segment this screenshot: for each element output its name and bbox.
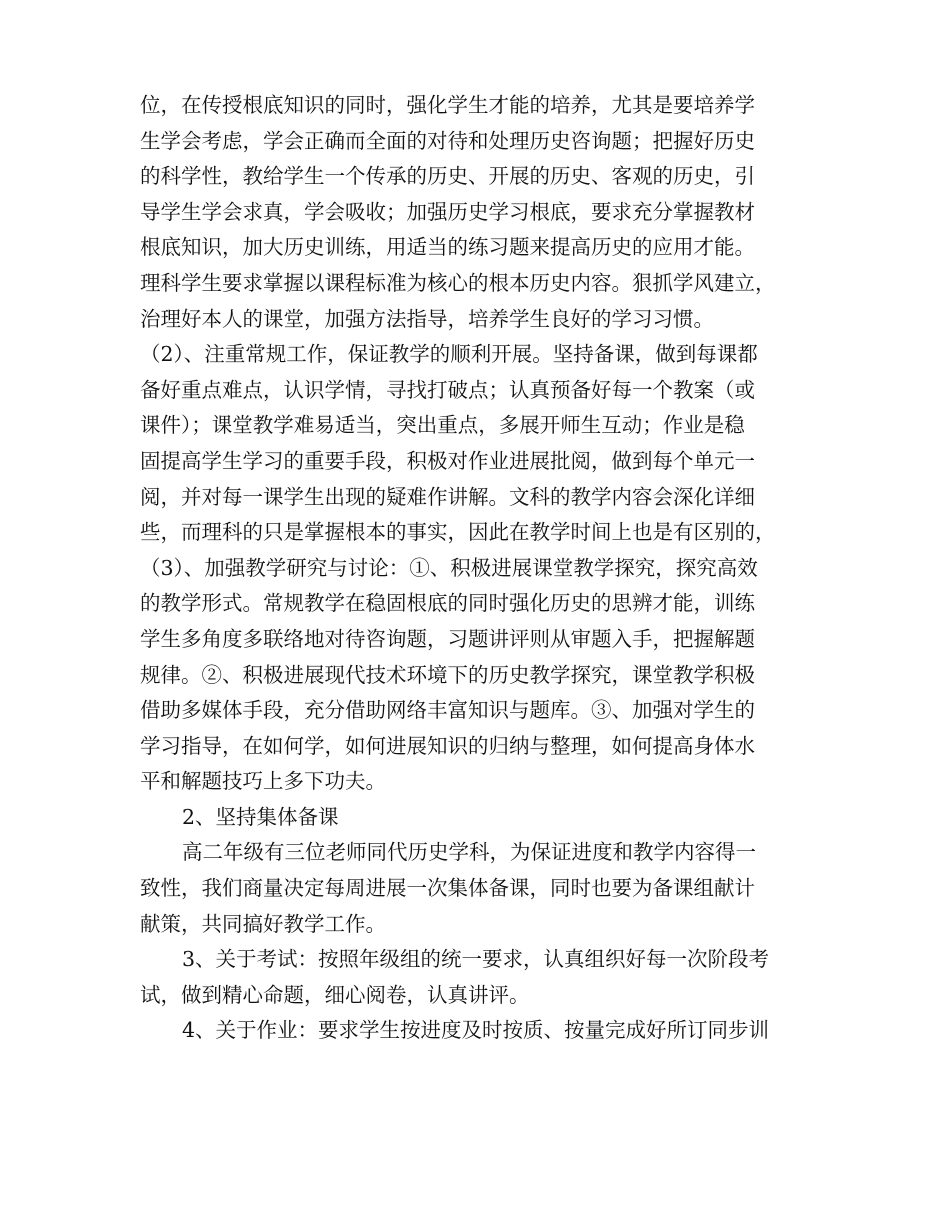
text-line: 试，做到精心命题，细心阅卷，认真讲评。 [140, 982, 530, 1007]
text-line: 理科学生要求掌握以课程标准为核心的根本历史内容。狠抓学风建立， [140, 270, 776, 295]
text-line: 2、坚持集体备课 [182, 804, 339, 829]
document-body [140, 88, 830, 1049]
text-line: 规律。②、积极进展现代技术环境下的历史教学探究，课堂教学积极 [140, 662, 755, 687]
text-line: 阅，并对每一课学生出现的疑难作讲解。文科的教学内容会深化详细 [140, 484, 755, 509]
text-line: 的科学性，教给学生一个传承的历史、开展的历史、客观的历史，引 [140, 164, 755, 189]
text-line: 备好重点难点，认识学情，寻找打破点；认真预备好每一个教案（或 [140, 377, 755, 402]
text-line: 生学会考虑，学会正确而全面的对待和处理历史咨询题；把握好历史 [140, 128, 755, 153]
text-line: 根底知识，加大历史训练，用适当的练习题来提高历史的应用才能。 [140, 235, 755, 260]
text-line: 治理好本人的课堂，加强方法指导，培养学生良好的学习习惯。 [140, 306, 714, 331]
text-line: 学生多角度多联络地对待咨询题，习题讲评则从审题入手，把握解题 [140, 626, 755, 651]
text-line: （3）、加强教学研究与讨论：①、积极进展课堂教学探究，探究高效 [140, 555, 758, 580]
text-line: 导学生学会求真，学会吸收；加强历史学习根底，要求充分掌握教材 [140, 199, 755, 224]
text-line: 位，在传授根底知识的同时，强化学生才能的培养，尤其是要培养学 [140, 93, 755, 117]
text-line: 致性，我们商量决定每周进展一次集体备课，同时也要为备课组献计 [140, 876, 755, 901]
text-line: 平和解题技巧上多下功夫。 [140, 769, 386, 794]
text-line: 些，而理科的只是掌握根本的事实，因此在教学时间上也是有区别的， [140, 520, 776, 545]
text-line: 4、关于作业：要求学生按进度及时按质、按量完成好所订同步训 [182, 1018, 770, 1043]
text-line: 课件）；课堂教学难易适当，突出重点，多展开师生互动；作业是稳 [140, 413, 745, 438]
text-line: 献策，共同搞好教学工作。 [140, 911, 386, 936]
text-line: 固提高学生学习的重要手段，积极对作业进展批阅，做到每个单元一 [140, 448, 755, 473]
text-line: （2）、注重常规工作，保证教学的顺利开展。坚持备课，做到每课都 [140, 342, 758, 367]
text-line: 借助多媒体手段，充分借助网络丰富知识与题库。③、加强对学生的 [140, 698, 755, 723]
text-line: 的教学形式。常规教学在稳固根底的同时强化历史的思辨才能，训练 [140, 591, 755, 616]
text-line: 3、关于考试：按照年级组的统一要求，认真组织好每一次阶段考 [182, 947, 770, 972]
text-line: 学习指导，在如何学，如何进展知识的归纳与整理，如何提高身体水 [140, 733, 755, 758]
text-line: 高二年级有三位老师同代历史学科，为保证进度和教学内容得一 [182, 840, 756, 865]
